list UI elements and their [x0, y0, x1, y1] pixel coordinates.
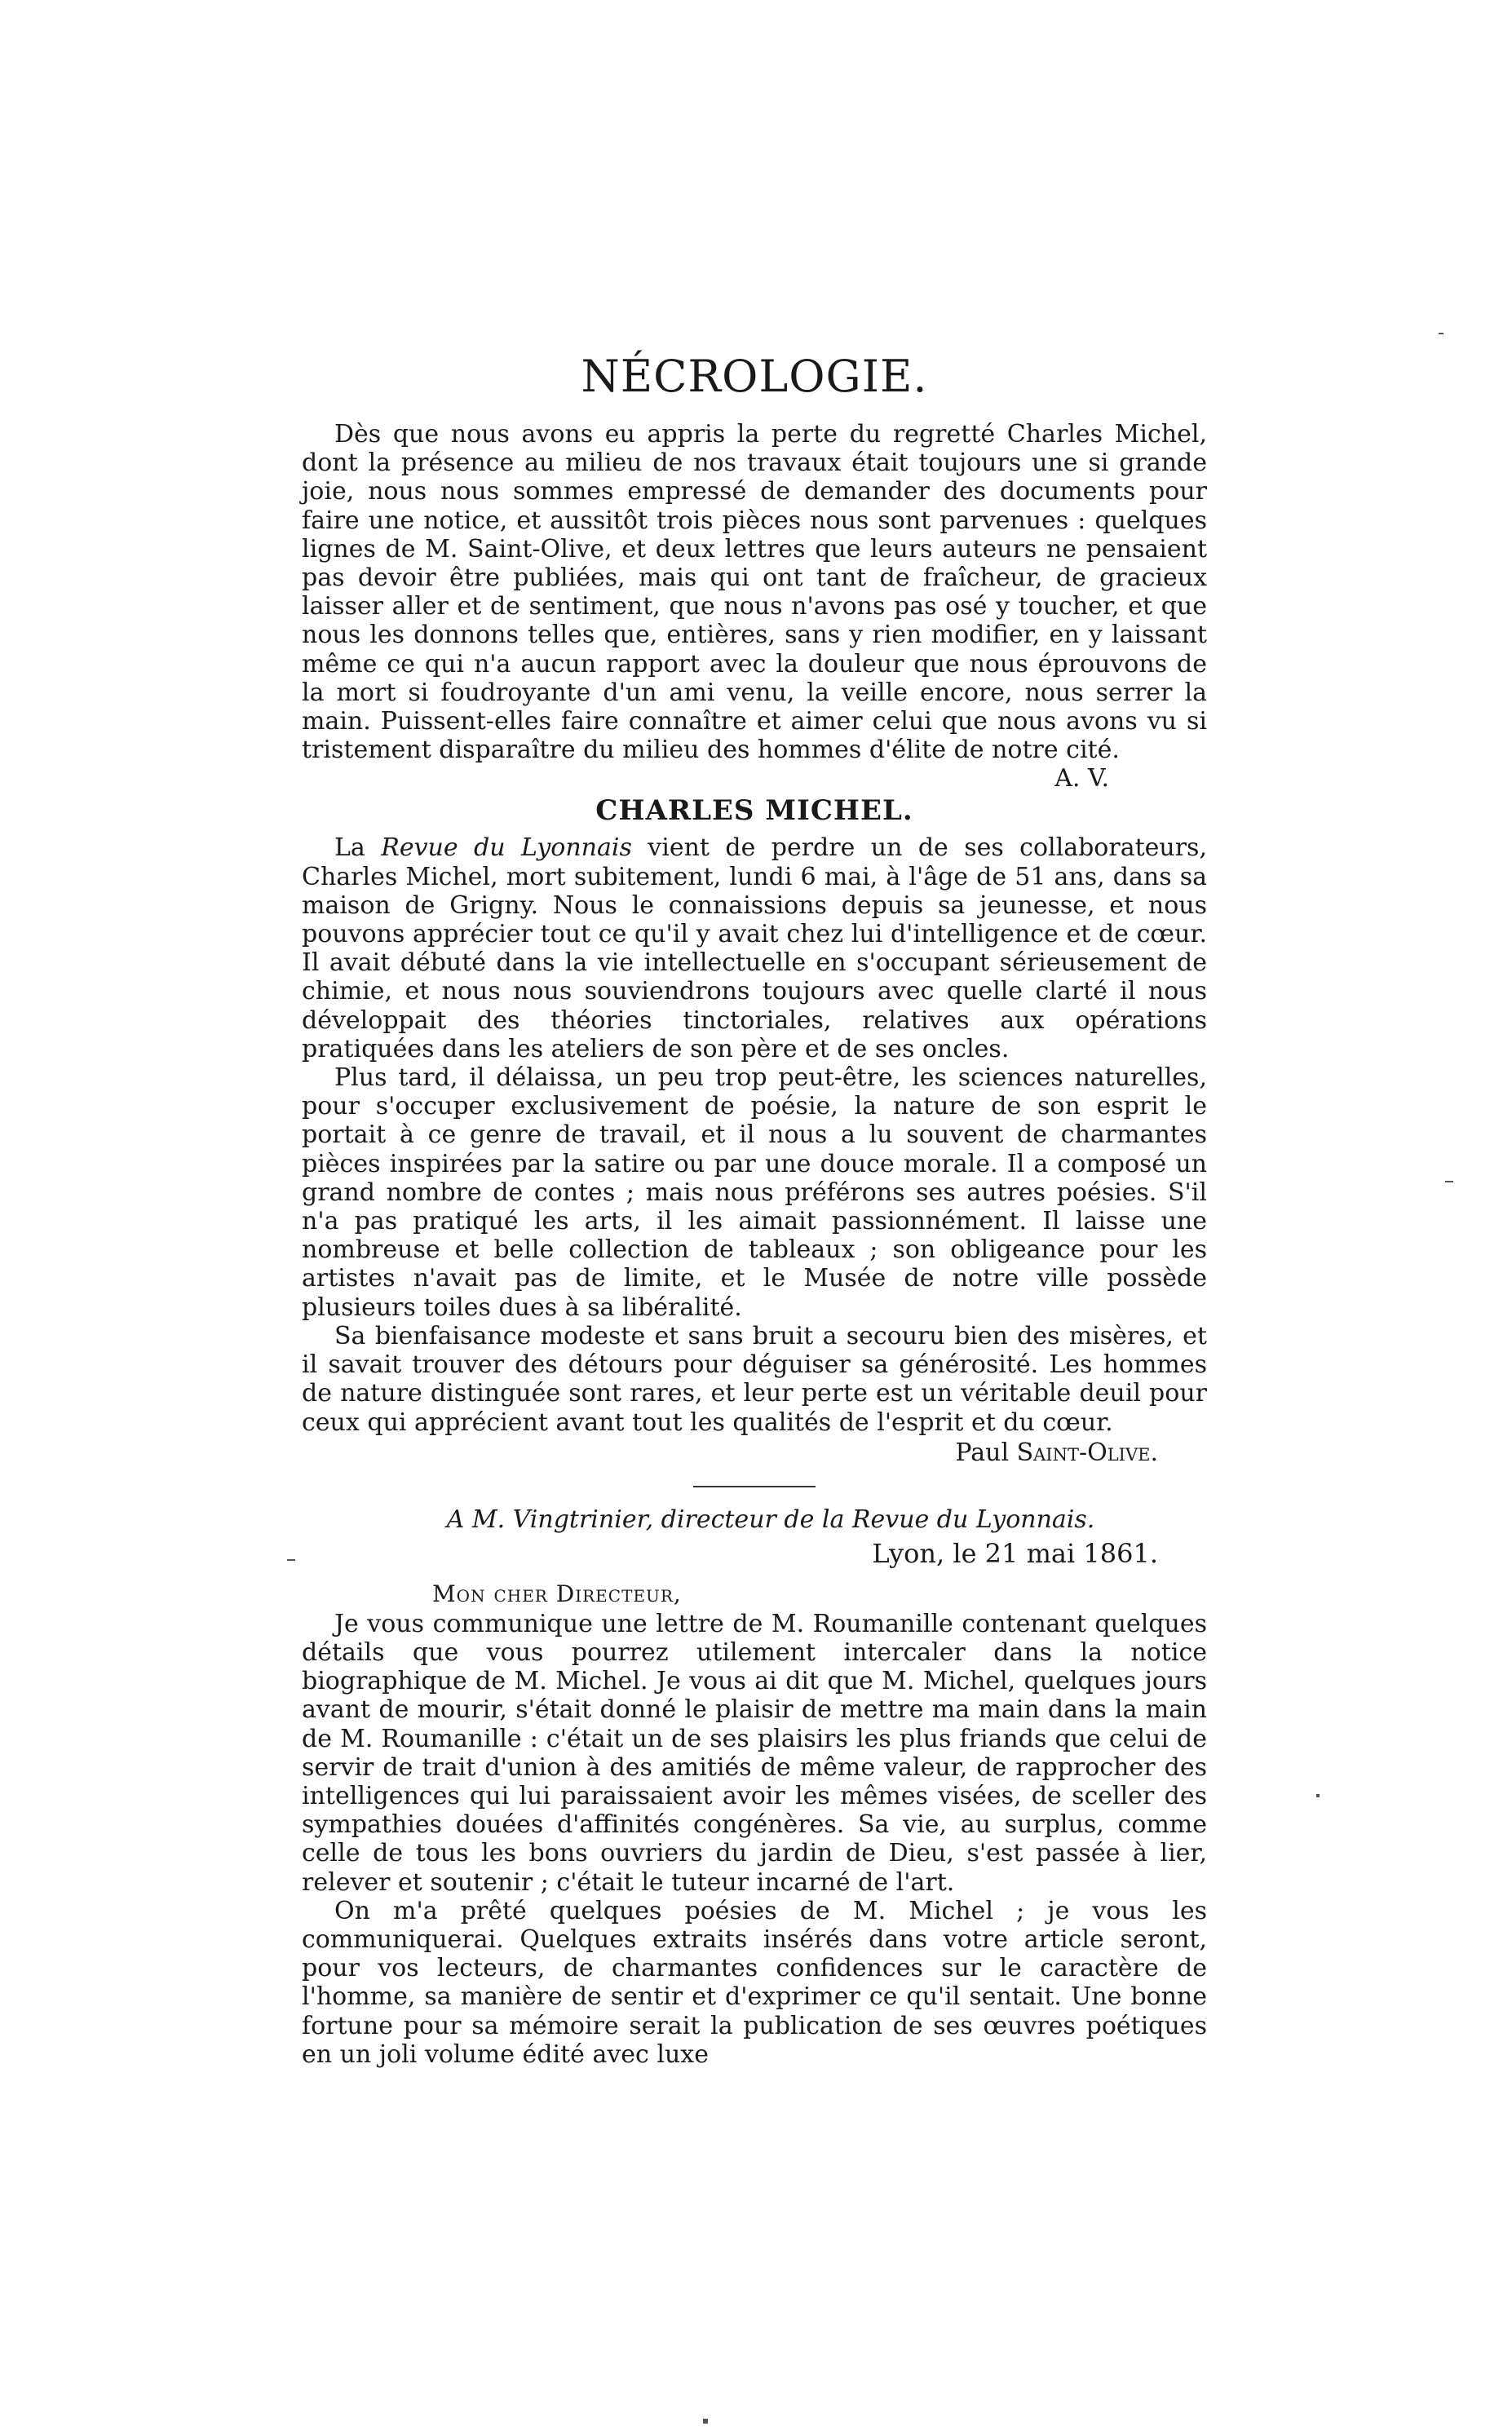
- page-title: NÉCROLOGIE.: [581, 351, 928, 402]
- letter-paragraph-1: Je vous communique une lettre de M. Roumanille contenant quelques détails que vous pourrez utilement intercaler dans la notice biographique de M. Michel. Je vous ai dit que M. Michel, quelques jours avant de mourir, s'était donné le plaisir de mettre ma main dans la main de M. Roumanille : c'était un de ses plaisirs les plus friands que celui de servir de trait d'union à des amitiés de même valeur, de rapprocher des intelligences qui lui paraissaient avoir les mêmes visées, de sceller des sympathies douées d'affinités congénères. Sa vie, au surplus, comme celle de tous les bons ouvriers du jardin de Dieu, s'est passée à lier, relever et soutenir ; c'était le tuteur incarné de l'art.: [302, 1609, 1207, 1897]
- signature-last-name: Saint-Olive.: [1016, 1438, 1158, 1467]
- signature-first-name: Paul: [955, 1438, 1010, 1467]
- letter-dateline: Lyon, le 21 mai 1861.: [872, 1537, 1158, 1569]
- letter-paragraph-2: On m'a prêté quelques poésies de M. Michel ; je vous les communiquerai. Quelques extraits insérés dans votre article seront, pour vos lecteurs, de charmantes confidences sur le caractère de l'homme, sa manière de sentir et d'exprimer ce qu'il sentait. Une bonne fortune pour sa mémoire serait la publication de ses œuvres poétiques en un joli volume édité avec luxe: [302, 1896, 1207, 2069]
- scan-speck: [703, 2419, 708, 2424]
- letter-salutation: Mon cher Directeur,: [432, 1580, 682, 1607]
- section-heading: CHARLES MICHEL.: [595, 794, 913, 828]
- p1-lead: La: [334, 833, 365, 863]
- intro-signature: A. V.: [1054, 764, 1109, 793]
- scan-speck: [1439, 333, 1443, 334]
- section-paragraph-3: Sa bienfaisance modeste et sans bruit a secouru bien des misères, et il savait trouver des détours pour déguiser sa générosité. Les hommes de nature distinguée sont rares, et leur perte est un véritable deuil pour ceux qui apprécient avant tout les qualités de l'esprit et du cœur.: [302, 1321, 1207, 1437]
- text-column: [302, 351, 1207, 2069]
- section-paragraph-1: [302, 833, 1207, 1063]
- scan-speck: [1316, 1794, 1320, 1797]
- section-divider: [693, 1486, 816, 1487]
- scan-speck: [287, 1559, 295, 1561]
- section-signature: [302, 1438, 1207, 1468]
- intro-paragraph: Dès que nous avons eu appris la perte du regretté Charles Michel, dont la présence au milieu de nos travaux était toujours une si grande joie, nous nous sommes empressé de demander des documents pour faire une notice, et aussitôt trois pièces nous sont parvenues : quelques lignes de M. Saint-Olive, et deux lettres que leurs auteurs ne pensaient pas devoir être publiées, mais qui ont tant de fraîcheur, de gracieux laisser aller et de sentiment, que nous n'avons pas osé y toucher, et que nous les donnons telles que, entières, sans y rien modifier, en y laissant même ce qui n'a aucun rapport avec la douleur que nous éprouvons de la mort si foudroyante d'un ami venu, la veille encore, nous serrer la main. Puissent-elles faire connaître et aimer celui que nous avons vu si tristement disparaître du milieu des hommes d'élite de notre cité.: [302, 420, 1207, 765]
- p1-rest: vient de perdre un de ses collaborateurs, Charles Michel, mort subitement, lundi 6 mai, à l'âge de 51 ans, dans sa maison de Grigny. Nous le connaissions depuis sa jeunesse, et nous pouvons apprécier tout ce qu'il y avait chez lui d'intelligence et de cœur. Il avait débuté dans la vie intellectuelle en s'occupant sérieusement de chimie, et nous nous souviendrons toujours avec quelle clarté il nous développait des théories tinctoriales, relatives aux opérations pratiquées dans les ateliers de son père et de ses oncles.: [302, 833, 1207, 1063]
- section-paragraph-2: Plus tard, il délaissa, un peu trop peut-être, les sciences naturelles, pour s'occuper exclusivement de poésie, la nature de son esprit le portait à ce genre de travail, et il nous a lu souvent de charmantes pièces inspirées par la satire ou par une douce morale. Il a composé un grand nombre de contes ; mais nous préférons ses autres poésies. S'il n'a pas pratiqué les arts, il les aimait passionnément. Il laisse une nombreuse et belle collection de tableaux ; son obligeance pour les artistes n'avait pas de limite, et le Musée de notre ville possède plusieurs toiles dues à sa libéralité.: [302, 1063, 1207, 1322]
- journal-name: Revue du Lyonnais: [381, 833, 632, 863]
- letter-address: A M. Vingtrinier, directeur de la Revue du Lyonnais.: [446, 1505, 1095, 1534]
- scan-speck: [1445, 1181, 1453, 1182]
